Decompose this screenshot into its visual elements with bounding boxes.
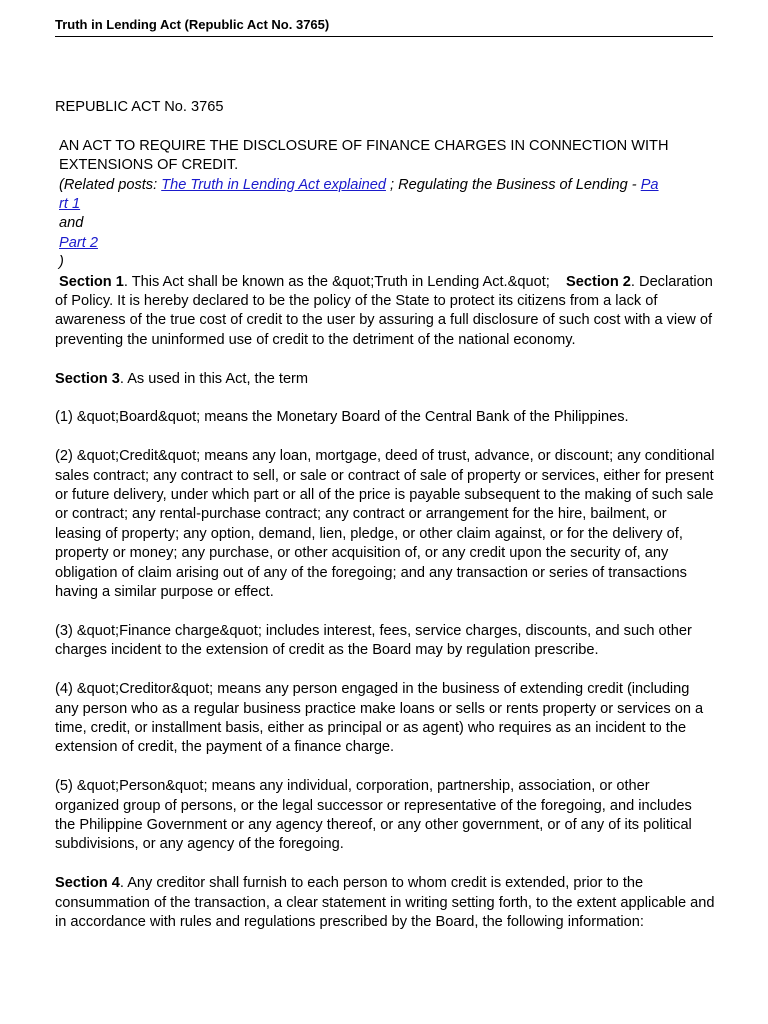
spacer <box>55 855 715 874</box>
document-body <box>55 98 715 932</box>
act-number: REPUBLIC ACT No. 3765 <box>55 99 224 115</box>
section-3 <box>55 370 715 389</box>
section-4-text: . Any creditor shall furnish to each person to whom credit is extended, prior to the consummation of the transaction, a clear statement in writing setting forth, to the extent applicable and in accordance with rules and regulations prescribed by the Board, the following information: <box>55 875 715 930</box>
sections-1-2 <box>55 273 715 351</box>
related-close: ) <box>59 254 64 271</box>
section-4 <box>55 874 715 932</box>
section-2-text: . Declaration of Policy. It is hereby declared to be the policy of the State to protect its citizens from a lack of awareness of the true cost of credit to the user by assuring a full disclosure of such cost with a view of preventing the uninformed use of credit to the detriment of the national economy. <box>55 273 713 348</box>
spacer <box>55 117 715 136</box>
section-4-label: Section 4 <box>55 875 120 892</box>
definition-finance-charge: (3) &quot;Finance charge&quot; includes interest, fees, service charges, discounts, and such other charges incident to the extension of credit as the Board may by regulation prescribe. <box>55 622 692 659</box>
page-header-title: Truth in Lending Act (Republic Act No. 3765) <box>55 16 713 37</box>
link-part-1-a[interactable]: Pa <box>640 176 659 193</box>
section-3-text: . As used in this Act, the term <box>119 370 309 387</box>
spacer <box>55 758 715 777</box>
spacer <box>55 603 715 622</box>
act-title: AN ACT TO REQUIRE THE DISCLOSURE OF FINANCE CHARGES IN CONNECTION WITH EXTENSIONS OF CREDIT. <box>59 137 669 174</box>
section-1-label: Section 1 <box>59 273 124 290</box>
definition-creditor: (4) &quot;Creditor&quot; means any person engaged in the business of extending credit (including any person who as a regular business practice make loans or sells or rents property or services on a time, credit, or installment basis, either as principal or as agent) who requires as an incident to the extension of credit, the payment of a finance charge. <box>55 681 704 756</box>
related-and: and <box>59 215 84 232</box>
definition-board: (1) &quot;Board&quot; means the Monetary Board of the Central Bank of the Philippines. <box>55 409 629 426</box>
link-part-1-b[interactable]: rt 1 <box>59 196 81 213</box>
related-prefix: (Related posts: <box>59 176 162 193</box>
section-3-label: Section 3 <box>55 370 120 387</box>
related-middle: ; Regulating the Business of Lending - <box>385 176 641 193</box>
link-part-2[interactable]: Part 2 <box>59 234 98 251</box>
definition-credit: (2) &quot;Credit&quot; means any loan, mortgage, deed of trust, advance, or discount; any conditional sales contract; any contract to sell, or sale or contract of sale of property or services, either for present or future delivery, under which part or all of the price is payable subsequent to the making of such sale or contract; any rental-purchase contract; any contract or arrangement for the hire, bailment, or leasing of property; any option, demand, lien, pledge, or other claim against, or for the delivery of, property or money; any purchase, or other acquisition of, or any credit upon the security of, any obligation of claim arising out of any of the foregoing; and any transaction or series of transactions having a similar purpose or effect. <box>55 448 715 601</box>
related-posts <box>55 176 715 273</box>
spacer <box>55 428 715 447</box>
link-truth-in-lending-explained[interactable]: The Truth in Lending Act explained <box>161 176 386 193</box>
spacer <box>55 389 715 408</box>
definition-person: (5) &quot;Person&quot; means any individual, corporation, partnership, association, or other organized group of persons, or the legal successor or representative of the foregoing, and includes the Philippine Government or any agency thereof, or any other government, or of any of its political subdivisions, or any agency of the foregoing. <box>55 778 692 853</box>
section-2-label: Section 2 <box>566 273 631 290</box>
spacer <box>55 661 715 680</box>
spacer <box>55 350 715 369</box>
section-1-text: . This Act shall be known as the &quot;Truth in Lending Act.&quot; <box>123 273 550 290</box>
